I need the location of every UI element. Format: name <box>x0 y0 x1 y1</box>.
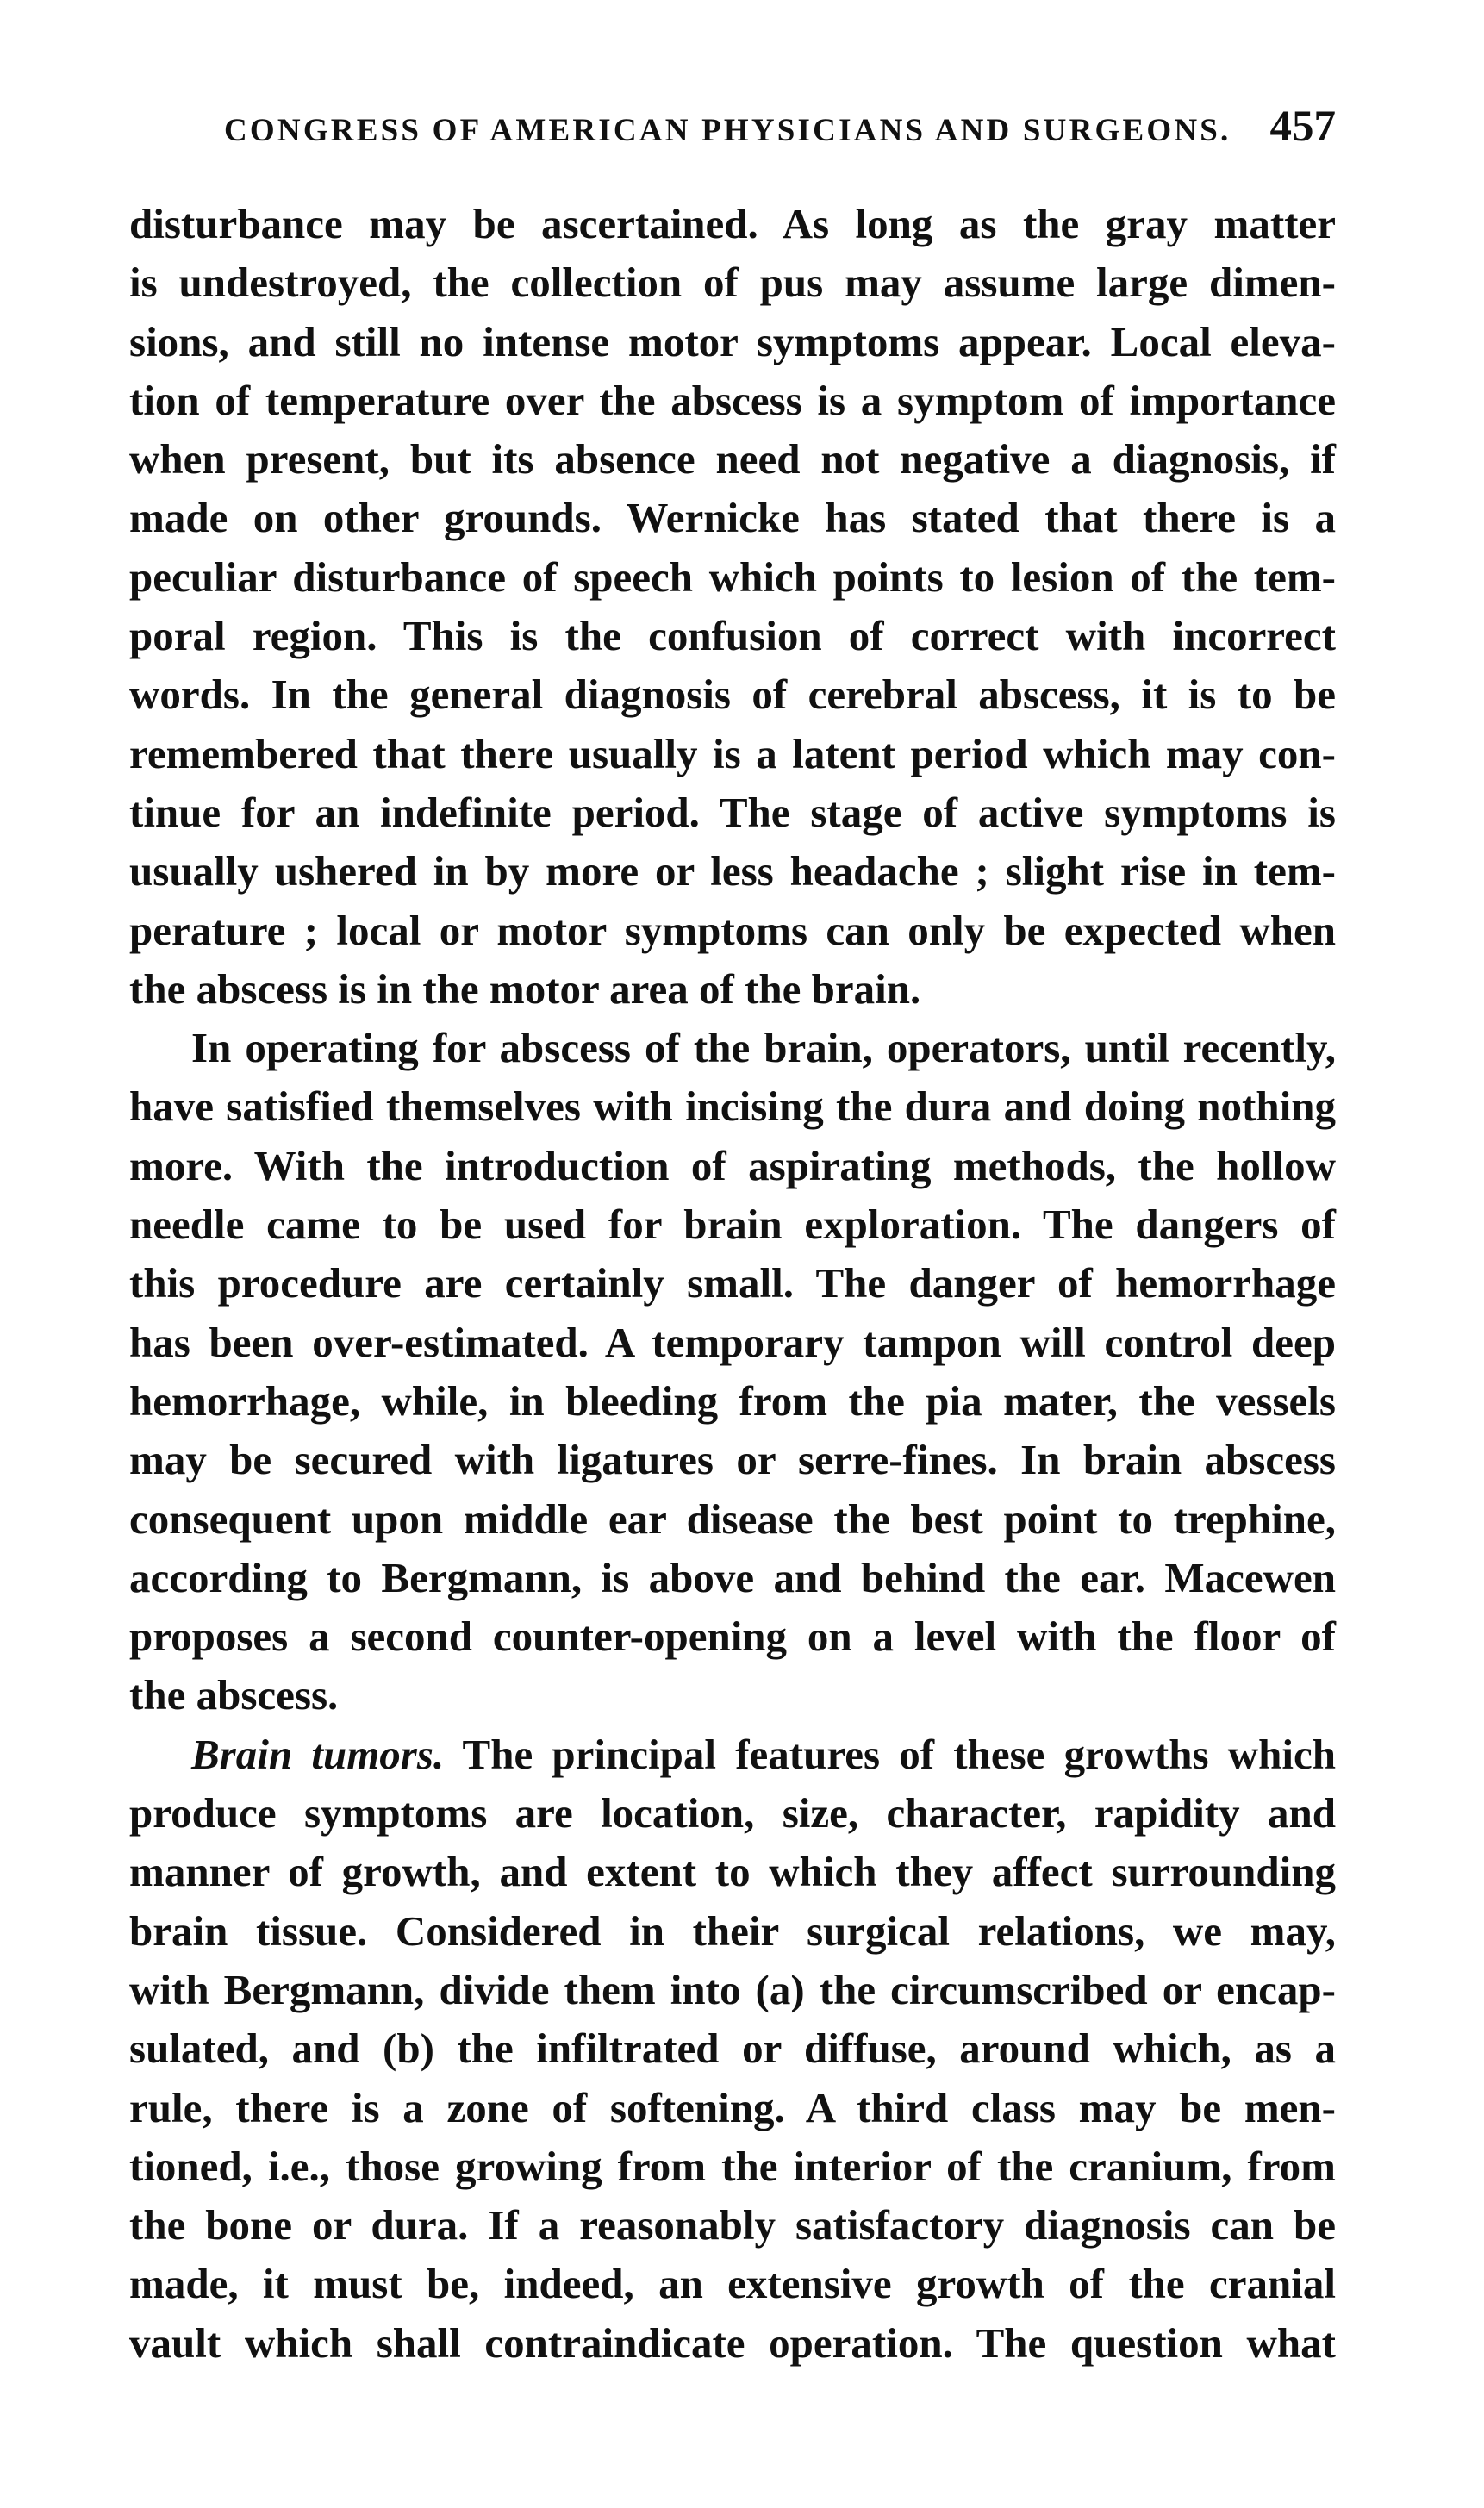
text-line: tion of temperature over the abscess is a symptom of importance <box>129 376 1336 424</box>
text-line: more. With the introduction of aspirating methods, the hollow <box>129 1141 1336 1189</box>
text-line: peculiar disturbance of speech which points to lesion of the tem- <box>129 552 1336 601</box>
text-line: this procedure are certainly small. The danger of hemorrhage <box>129 1259 1336 1307</box>
text-line-content: The principal features of these growths which <box>444 1730 1337 1778</box>
text-line: rule, there is a zone of softening. A third class may be men- <box>129 2083 1336 2131</box>
text-line: proposes a second counter-opening on a level with the floor of <box>129 1613 1336 1661</box>
text-line: according to Bergmann, is above and behind the ear. Macewen <box>129 1553 1336 1601</box>
text-line: the abscess is in the motor area of the brain. <box>129 964 921 1013</box>
text-line: remembered that there usually is a latent period which may con- <box>129 729 1336 777</box>
text-line: sulated, and (b) the infiltrated or diffuse, around which, as a <box>129 2024 1336 2073</box>
page-number: 457 <box>1269 103 1336 151</box>
text-line: have satisfied themselves with incising the dura and doing nothing <box>129 1082 1336 1131</box>
text-line: consequent upon middle ear disease the best point to trephine, <box>129 1494 1336 1543</box>
text-line: words. In the general diagnosis of cerebral abscess, it is to be <box>129 671 1336 719</box>
text-line: sions, and still no intense motor symptoms appear. Local eleva- <box>129 317 1336 365</box>
text-line: the abscess. <box>129 1671 339 1719</box>
text-line: has been over-estimated. A temporary tampon will control deep <box>129 1318 1336 1366</box>
text-line: is undestroyed, the collection of pus may assume large dimen- <box>129 259 1336 307</box>
text-line: made, it must be, indeed, an extensive growth of the cranial <box>129 2260 1336 2308</box>
section-heading-inline: Brain tumors. <box>191 1730 445 1778</box>
text-line: may be secured with ligatures or serre-fines. In brain abscess <box>129 1436 1336 1484</box>
text-line: disturbance may be ascertained. As long as the gray matter <box>129 200 1336 247</box>
text-line: In operating for abscess of the brain, operators, until recently, <box>191 1024 1336 1072</box>
text-line: produce symptoms are location, size, character, rapidity and <box>129 1789 1336 1837</box>
text-line: manner of growth, and extent to which they affect surrounding <box>129 1848 1336 1896</box>
text-line: the bone or dura. If a reasonably satisfactory diagnosis can be <box>129 2201 1336 2249</box>
text-line: usually ushered in by more or less headache ; slight rise in tem- <box>129 847 1336 895</box>
text-line: tinue for an indefinite period. The stage of active symptoms is <box>129 788 1336 836</box>
text-line: brain tissue. Considered in their surgical relations, we may, <box>129 1906 1336 1955</box>
text-line: when present, but its absence need not negative a diagnosis, if <box>129 435 1336 484</box>
text-line: made on other grounds. Wernicke has stated that there is a <box>129 494 1336 542</box>
text-line: perature ; local or motor symptoms can only be expected when <box>129 906 1336 954</box>
text-line: needle came to be used for brain exploration. The dangers of <box>129 1201 1336 1249</box>
running-head: CONGRESS OF AMERICAN PHYSICIANS AND SURGEONS. <box>224 113 1231 148</box>
text-line: poral region. This is the confusion of correct with incorrect <box>129 612 1336 660</box>
body-text <box>129 195 1336 2373</box>
text-line: with Bergmann, divide them into (a) the circumscribed or encap- <box>129 1965 1336 2013</box>
text-line: hemorrhage, while, in bleeding from the pia mater, the vessels <box>129 1376 1336 1425</box>
text-line: tioned, i.e., those growing from the interior of the cranium, from <box>129 2142 1336 2190</box>
text-line: vault which shall contraindicate operation. The question what <box>129 2318 1336 2367</box>
text-line <box>129 1725 1336 1784</box>
page-header <box>129 102 1336 153</box>
